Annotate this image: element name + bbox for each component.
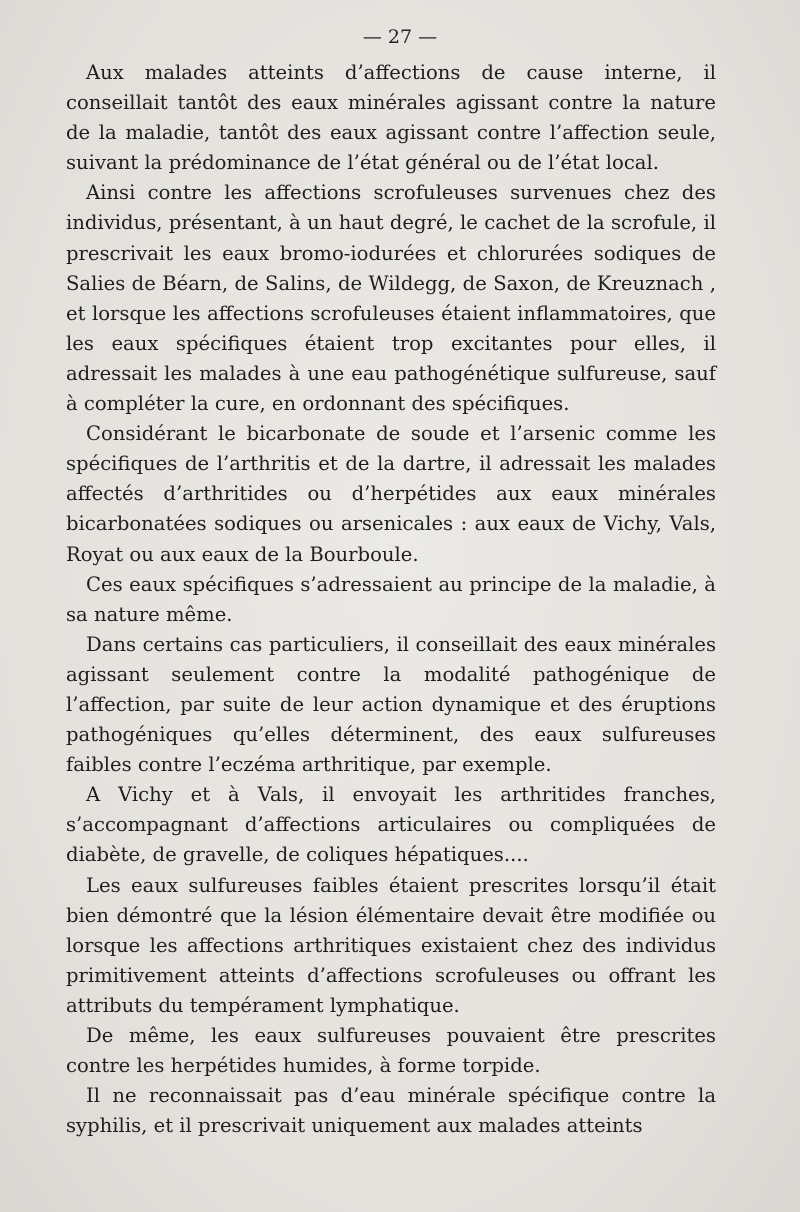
paragraph-6: A Vichy et à Vals, il envoyait les arthritides franches, s’accompagnant d’affections articulaires ou compliquées de diabète, de gravelle, de coliques hépatiques.... xyxy=(66,783,716,867)
body-text xyxy=(66,58,716,1141)
paragraph-7: Les eaux sulfureuses faibles étaient prescrites lorsqu’il était bien démontré que la lésion élémentaire devait être modifiée ou lorsque les affections arthritiques existaient chez des individus primitivement atteints d’affections scrofuleuses ou offrant les attributs du tempérament lymphatique. xyxy=(66,873,716,1017)
paragraph-3: Considérant le bicarbonate de soude et l’arsenic comme les spécifiques de l’arthritis et de la dartre, il adressait les malades affectés d’arthritides ou d’herpétides aux eaux minérales bicarbonatées sodiques ou arsenicales : aux eaux de Vichy, Vals, Royat ou aux eaux de la Bourboule. xyxy=(66,422,716,566)
paragraph-9: Il ne reconnaissait pas d’eau minérale spécifique contre la syphilis, et il prescrivait uniquement aux malades atteints xyxy=(66,1084,716,1138)
paragraph-5: Dans certains cas particuliers, il conseillait des eaux minérales agissant seulement contre la modalité pathogénique de l’affection, par suite de leur action dynamique et des éruptions pathogéniques qu’elles déterminent, des eaux sulfureuses faibles contre l’eczéma arthritique, par exemple. xyxy=(66,632,716,777)
paragraph-1: Aux malades atteints d’affections de cause interne, il conseillait tantôt des eaux minérales agissant contre la nature de la maladie, tantôt des eaux agissant contre l’affection seule, suivant la prédominance de l’état général ou de l’état local. xyxy=(66,61,716,175)
page-number: — 27 — xyxy=(362,26,438,48)
paragraph-2: Ainsi contre les affections scrofuleuses survenues chez des individus, présentant, à un haut degré, le cachet de la scrofule, il prescrivait les eaux bromo-iodurées et chlorurées sodiques de Salies de Béarn, de Salins, de Wildegg, de Saxon, de Kreuznach , et lorsque les affections scrofuleuses étaient inflammatoires, que les eaux spécifiques étaient trop excitantes pour elles, il adressait les malades à une eau pathogénétique sulfureuse, sauf à compléter la cure, en ordonnant des spécifiques. xyxy=(66,181,716,416)
paragraph-4: Ces eaux spécifiques s’adressaient au principe de la maladie, à sa nature même. xyxy=(66,572,716,626)
paragraph-8: De même, les eaux sulfureuses pouvaient être prescrites contre les herpétides humides, à forme torpide. xyxy=(66,1024,716,1078)
